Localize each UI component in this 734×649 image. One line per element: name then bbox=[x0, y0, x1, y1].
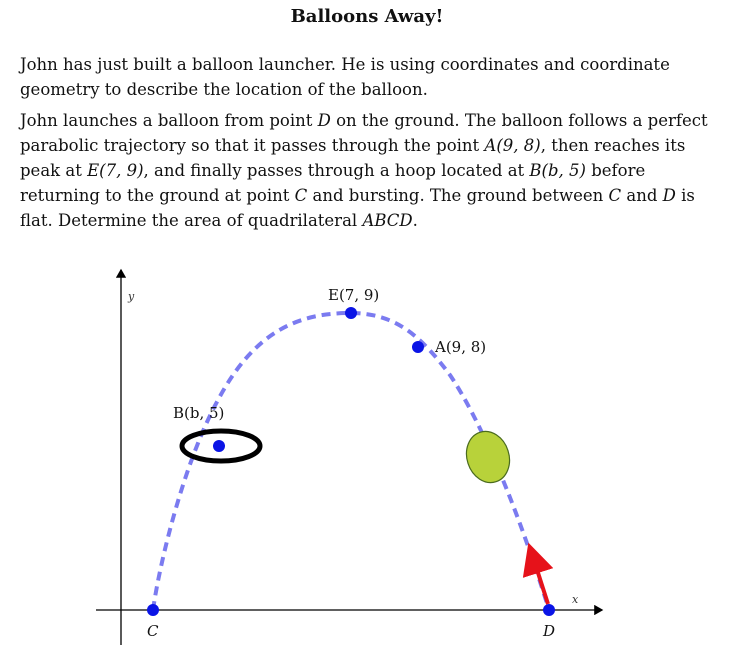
text-segment: on the ground. The balloon follows a perfect parabolic trajectory so that it passes through the point bbox=[20, 111, 708, 155]
launch-arrow bbox=[532, 554, 548, 604]
problem-title: Balloons Away! bbox=[290, 6, 444, 27]
text-segment: , then reaches its peak at bbox=[20, 136, 686, 180]
label-E: E(7, 9) bbox=[328, 286, 380, 304]
point-B bbox=[213, 440, 225, 452]
label-B: B(b, 5) bbox=[173, 404, 225, 422]
math-C: C bbox=[608, 186, 622, 205]
text-segment: before returning to the ground at point bbox=[20, 161, 646, 205]
point-E bbox=[345, 307, 357, 319]
text-segment: , and finally passes through a hoop located at bbox=[143, 161, 530, 180]
text-segment: John launches a balloon from point bbox=[20, 111, 318, 130]
text-segment: . bbox=[412, 211, 418, 230]
math-E: E(7, 9) bbox=[87, 161, 144, 180]
math-B: B(b, 5) bbox=[529, 161, 586, 180]
math-ABCD: ABCD bbox=[362, 211, 413, 230]
label-A: A(9, 8) bbox=[435, 338, 487, 356]
x-axis-label: x bbox=[572, 593, 579, 606]
math-A: A(9, 8) bbox=[484, 136, 541, 155]
y-axis-label: y bbox=[128, 290, 135, 303]
text-segment: and bbox=[621, 186, 663, 205]
balloon bbox=[460, 426, 516, 488]
label-D: D bbox=[543, 622, 556, 640]
point-C bbox=[147, 604, 159, 616]
math-D: D bbox=[317, 111, 331, 130]
math-C: C bbox=[294, 186, 308, 205]
text-segment: and bursting. The ground between bbox=[307, 186, 609, 205]
point-D bbox=[543, 604, 555, 616]
intro-paragraph: John has just built a balloon launcher. He is using coordinates and coordinate geometry to describe the location of the balloon. bbox=[20, 55, 670, 99]
math-D: D bbox=[662, 186, 676, 205]
point-A bbox=[412, 341, 424, 353]
text-segment: is flat. Determine the area of quadrilateral bbox=[20, 186, 695, 230]
label-C: C bbox=[147, 622, 159, 640]
